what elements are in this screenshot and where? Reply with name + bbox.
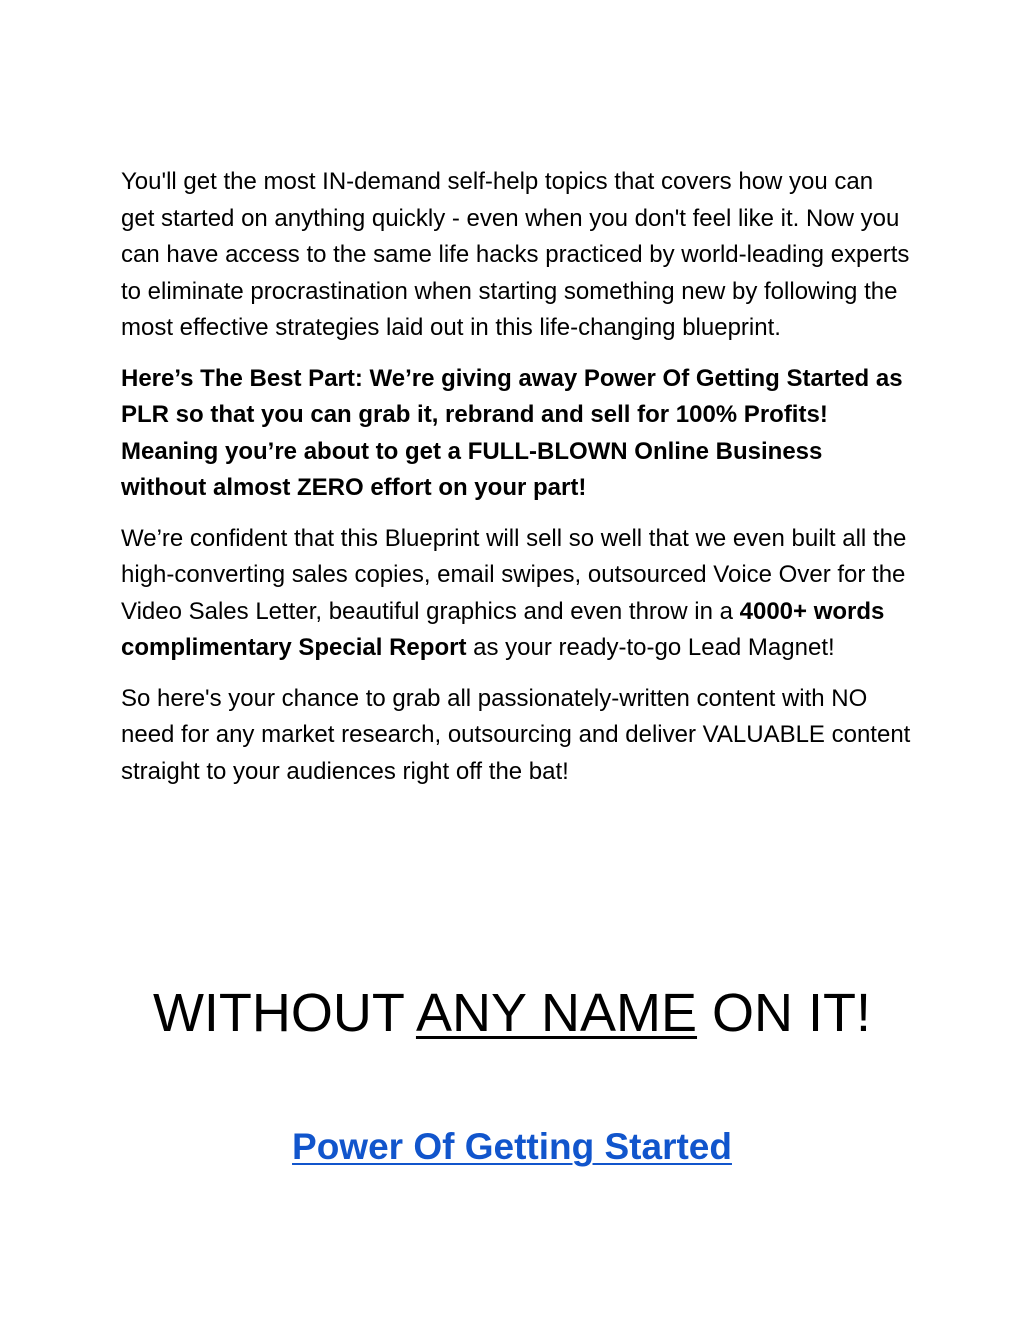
product-title [0, 1124, 1024, 1170]
special-report-highlight: 4000+ words complimentary Special Report [121, 597, 885, 661]
best-part-paragraph: Here’s The Best Part: We’re giving away Power Of Getting Started as PLR so that you can grab it, rebrand and sell for 100% Profits! [121, 364, 903, 428]
chance-paragraph: So here's your chance to grab all passionately-written content with NO need for any market research, outsourcing and deliver VALUABLE content straight to your audiences right off the bat! [121, 684, 911, 785]
headline [0, 982, 1024, 1044]
meaning-paragraph: Meaning you’re about to get a FULL-BLOWN Online Business without almost ZERO effort on your part! [121, 437, 823, 501]
headline-after: ON IT! [697, 983, 872, 1043]
confident-text-start: We’re confident that this Blueprint will sell so well that we even built all the high-converting sales copies, email swipes, outsourced Voice Over for the Video Sales Letter, beautiful graphics and even throw in a [121, 524, 907, 625]
document-body [121, 164, 911, 790]
confident-text-end: as your ready-to-go Lead Magnet! [466, 634, 835, 661]
headline-underlined: ANY NAME [415, 983, 698, 1043]
confident-paragraph [121, 521, 911, 667]
product-link[interactable]: Power Of Getting Started [292, 1126, 732, 1167]
headline-before: WITHOUT [152, 983, 416, 1043]
intro-paragraph: You'll get the most IN-demand self-help topics that covers how you can get started on anything quickly - even when you don't feel like it. Now you can have access to the same life hacks practiced by world-leading experts to eliminate procrastination when starting something new by following the most effective strategies laid out in this life-changing blueprint. [121, 168, 910, 341]
